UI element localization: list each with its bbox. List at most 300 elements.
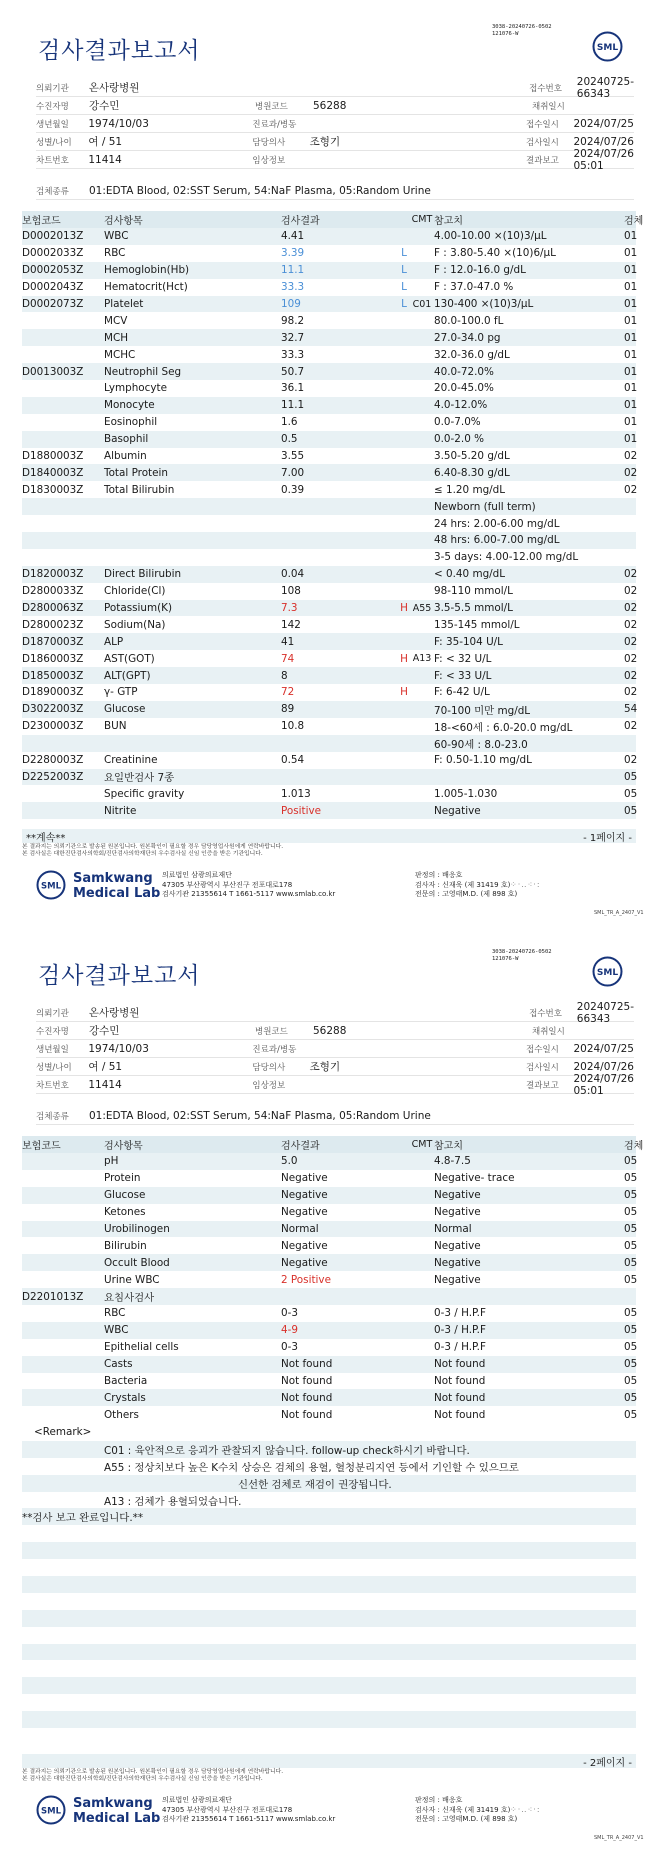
page-title: 검사결과보고서	[38, 38, 201, 64]
test-item: Neutrophil Seg	[104, 365, 182, 378]
report-id-code: 3038-20240726-0502 121076-W	[492, 949, 552, 962]
results-table	[22, 1136, 644, 1423]
page-footer: **계속** - 1페이지 -	[22, 829, 636, 843]
reference-range: 4.0-12.0%	[434, 399, 488, 412]
reference-range: 48 hrs: 6.00-7.00 mg/dL	[434, 534, 560, 547]
test-item: 요일반검사 7종	[104, 772, 175, 785]
test-result: 7.3	[281, 602, 298, 615]
page-number: - 2페이지 -	[583, 1757, 632, 1769]
test-result: 50.7	[281, 365, 305, 378]
signers: 판정의 : 배응호 검사자 : 신재욱 (제 31419 호) 전문의 : 고영태M.D. (제 898 호)	[415, 1796, 518, 1823]
remarks	[22, 1424, 636, 1745]
remark-line: A13 : 검체가 용혈되었습니다.	[104, 1495, 242, 1508]
test-item: WBC	[104, 1324, 129, 1337]
info-row: 의뢰기관 온사랑병원 접수번호 20240725-66343	[36, 1000, 635, 1025]
test-result: Negative	[281, 1172, 328, 1185]
table-row	[22, 1406, 636, 1423]
reference-range: 0.0-7.0%	[434, 416, 481, 429]
table-row	[22, 1389, 636, 1406]
test-item: Platelet	[104, 298, 144, 310]
specimen-code: 05	[624, 787, 638, 800]
reference-range: 135-145 mmol/L	[434, 618, 520, 631]
table-row	[22, 481, 636, 498]
test-item: AST(GOT)	[104, 652, 155, 665]
info-row: 차트번호 11414 임상정보 결과보고 2024/07/26 05:01	[36, 1072, 634, 1097]
test-result: 7.00	[281, 466, 305, 479]
test-result: 11.1	[281, 399, 305, 412]
test-item: Creatinine	[104, 754, 158, 767]
table-row	[22, 363, 636, 380]
specimen-code: 01	[624, 264, 638, 277]
test-result: 5.0	[281, 1155, 298, 1168]
specimen-code: 05	[624, 1408, 638, 1421]
specimen-code: 02	[624, 602, 638, 615]
specimen-code: 05	[624, 1324, 638, 1337]
test-item: Occult Blood	[104, 1256, 170, 1269]
table-row	[22, 431, 636, 448]
sml-logo-icon	[592, 31, 623, 62]
test-item: Hemoglobin(Hb)	[104, 264, 190, 277]
sex-age: 여 / 51	[88, 136, 123, 148]
insurance-code: D2800033Z	[22, 585, 84, 598]
test-result: 72	[281, 686, 295, 699]
insurance-code: D2280003Z	[22, 754, 84, 767]
result-flag: L	[401, 264, 407, 277]
table-row	[22, 1271, 636, 1288]
test-item: γ- GTP	[104, 686, 138, 699]
specimen-code: 01	[624, 365, 638, 378]
table-row	[22, 1237, 636, 1254]
reference-range: Negative	[434, 1273, 481, 1286]
test-result: 108	[281, 585, 301, 598]
table-row	[22, 650, 636, 667]
insurance-code: D1850003Z	[22, 669, 84, 682]
table-row	[22, 414, 636, 431]
specimen-code: 01	[624, 348, 638, 361]
test-item: Total Protein	[104, 466, 168, 479]
comment-code: A55	[412, 602, 432, 614]
test-item: Monocyte	[104, 399, 155, 412]
table-row	[22, 549, 636, 566]
table-row	[22, 633, 636, 650]
reference-range: 6.40-8.30 g/dL	[434, 466, 510, 479]
sml-logo-icon	[592, 956, 623, 987]
test-item: Albumin	[104, 450, 147, 463]
test-result: 3.55	[281, 450, 305, 463]
insurance-code: D1820003Z	[22, 568, 84, 581]
signers: 판정의 : 배응호 검사자 : 신재욱 (제 31419 호) 전문의 : 고영태M.D. (제 898 호)	[415, 871, 518, 898]
test-result: 33.3	[281, 348, 305, 361]
result-flag: L	[401, 247, 407, 260]
table-row	[22, 296, 636, 313]
test-result: Negative	[281, 1189, 328, 1202]
reference-range: 0-3 / H.P.F	[434, 1307, 486, 1320]
test-item: Potassium(K)	[104, 602, 173, 615]
test-item: Bacteria	[104, 1375, 148, 1388]
form-version: SML_TR_A_2407_V1	[594, 910, 644, 916]
table-row	[22, 228, 636, 245]
specimen-code: 54	[624, 703, 638, 716]
result-flag: H	[400, 602, 408, 615]
result-flag: H	[400, 686, 408, 699]
svg-text:SML: SML	[41, 881, 61, 892]
table-row	[22, 380, 636, 397]
test-result: 0-3	[281, 1341, 298, 1354]
specimen-code: 02	[624, 669, 638, 682]
test-result: 4.41	[281, 230, 305, 243]
table-header: 보험코드 검사항목 검사결과 CMT 참고치 검체	[22, 211, 636, 228]
table-row	[22, 752, 636, 769]
test-item: Chloride(Cl)	[104, 585, 166, 598]
reference-range: Normal	[434, 1223, 472, 1235]
specimen-code: 05	[624, 1341, 638, 1354]
remark-line: 신선한 검체로 재검이 권장됩니다.	[22, 1475, 636, 1492]
specimen-code: 05	[624, 1172, 638, 1185]
info-row: 생년월일 1974/10/03 진료과/병동 접수일시 2024/07/25	[36, 1040, 634, 1058]
table-row	[22, 1305, 636, 1322]
reference-range: Negative	[434, 804, 481, 817]
table-row	[22, 1204, 636, 1221]
test-result: 32.7	[281, 331, 305, 344]
specimen-code: 05	[624, 1375, 638, 1388]
remark-line: A55 : 정상치보다 높은 K수치 상승은 검체의 용혈, 혈청분리지연 등에서 기인할 수 있으므로	[104, 1461, 519, 1474]
brand-name: Samkwang Medical Lab	[73, 1796, 161, 1826]
reference-range: 24 hrs: 2.00-6.00 mg/dL	[434, 517, 560, 530]
info-row: 차트번호 11414 임상정보 결과보고 2024/07/26 05:01	[36, 147, 634, 172]
reference-range: 3-5 days: 4.00-12.00 mg/dL	[434, 551, 579, 564]
disclaimer: 본 결과지는 의뢰기관으로 발송된 원본입니다. 원본확인이 필요할 경우 담당영업사원에게 연락바랍니다. 본 검사실은 대한진단검사의학회/진단검사의학재단의 우수검사실 신임 인증을 받은 기관입니다.	[22, 1769, 284, 1782]
specimen-types: 검체종류 01:EDTA Blood, 02:SST Serum, 54:NaF Plasma, 05:Random Urine	[36, 1108, 634, 1125]
test-item: Casts	[104, 1358, 133, 1371]
test-item: RBC	[104, 1307, 126, 1320]
reference-range: Negative	[434, 1239, 481, 1252]
test-result: 3.39	[281, 247, 305, 260]
insurance-code: D2201013Z	[22, 1290, 84, 1303]
test-result: Negative	[281, 1239, 328, 1252]
reference-range: Not found	[434, 1358, 486, 1371]
test-item: Basophil	[104, 433, 149, 446]
remark-title: <Remark>	[34, 1426, 92, 1439]
reference-range: 0.0-2.0 %	[434, 433, 484, 446]
test-item: ALT(GPT)	[104, 669, 151, 682]
test-item: Urobilinogen	[104, 1223, 170, 1235]
test-result: Not found	[281, 1391, 333, 1404]
comment-code: A13	[412, 653, 432, 665]
table-row	[22, 1187, 636, 1204]
table-row	[22, 616, 636, 633]
insurance-code: D2800063Z	[22, 602, 84, 615]
specimen-code: 01	[624, 382, 638, 395]
reference-range: Not found	[434, 1375, 486, 1388]
test-result: 74	[281, 652, 295, 665]
table-row	[22, 245, 636, 262]
test-item: Bilirubin	[104, 1239, 147, 1252]
test-result: 36.1	[281, 382, 305, 395]
specimen-code: 02	[624, 466, 638, 479]
test-result: 89	[281, 703, 295, 716]
info-row: 성별/나이 여 / 51 담당의사 조형기 검사일시 2024/07/26	[36, 1058, 634, 1076]
test-result: 0.54	[281, 754, 305, 767]
test-item: Sodium(Na)	[104, 618, 166, 631]
insurance-code: D1840003Z	[22, 466, 84, 479]
specimen-code: 05	[624, 1155, 638, 1168]
insurance-code: D0002053Z	[22, 264, 84, 277]
table-row	[22, 515, 636, 532]
specimen-code: 05	[624, 804, 638, 817]
form-version: SML_TR_A_2407_V1	[594, 1835, 644, 1841]
comment-code: C01	[412, 298, 432, 310]
reference-range: Not found	[434, 1408, 486, 1421]
reference-range: F: 6-42 U/L	[434, 686, 490, 699]
test-result: 2 Positive	[281, 1273, 331, 1286]
reference-range: ≤ 1.20 mg/dL	[434, 483, 506, 496]
test-result: 10.8	[281, 720, 305, 733]
test-result: Normal	[281, 1223, 319, 1235]
reference-range: F : 37.0-47.0 %	[434, 281, 514, 294]
reference-range: F: 35-104 U/L	[434, 635, 503, 648]
insurance-code: D1870003Z	[22, 635, 84, 648]
reference-range: 0-3 / H.P.F	[434, 1324, 486, 1337]
specimen-code: 01	[624, 314, 638, 327]
reference-range: Negative	[434, 1206, 481, 1219]
info-row: 생년월일 1974/10/03 진료과/병동 접수일시 2024/07/25	[36, 115, 634, 133]
reference-range: F : 3.80-5.40 ×(10)6/μL	[434, 247, 556, 260]
info-row: 의뢰기관 온사랑병원 접수번호 20240725-66343	[36, 75, 635, 100]
specimen-code: 01	[624, 247, 638, 260]
reference-range: 3.50-5.20 g/dL	[434, 450, 510, 463]
table-row	[22, 735, 636, 752]
result-flag: L	[401, 298, 407, 310]
specimen-code: 02	[624, 720, 638, 733]
test-item: 요침사검사	[104, 1292, 155, 1305]
reference-range: 4.00-10.00 ×(10)3/μL	[434, 230, 547, 243]
table-row	[22, 1288, 636, 1305]
table-row	[22, 397, 636, 414]
table-row	[22, 583, 636, 600]
test-result: 0-3	[281, 1307, 298, 1320]
institution: 온사랑병원	[88, 82, 140, 94]
accession-number: 20240725-66343	[576, 75, 635, 100]
table-row	[22, 1170, 636, 1187]
test-item: Eosinophil	[104, 416, 158, 429]
test-item: Protein	[104, 1172, 141, 1185]
test-item: Total Bilirubin	[104, 483, 175, 496]
test-result: Not found	[281, 1408, 333, 1421]
insurance-code: D1890003Z	[22, 686, 84, 699]
table-row	[22, 1221, 636, 1238]
test-result: 1.6	[281, 416, 298, 429]
reference-range: 40.0-72.0%	[434, 365, 494, 378]
specimen-code: 02	[624, 568, 638, 581]
info-row: 수진자명 강수민 병원코드 56288 채취일시	[36, 1022, 634, 1040]
hospital-code: 56288	[313, 99, 347, 112]
remark-line: C01 : 육안적으로 응괴가 관찰되지 않습니다. follow-up check하시기 바랍니다.	[22, 1441, 636, 1458]
page-title: 검사결과보고서	[38, 963, 201, 989]
test-result: 11.1	[281, 264, 305, 277]
reference-range: 32.0-36.0 g/dL	[434, 348, 510, 361]
test-result: 41	[281, 635, 295, 648]
table-row	[22, 718, 636, 735]
info-row: 성별/나이 여 / 51 담당의사 조형기 검사일시 2024/07/26	[36, 133, 634, 151]
reference-range: 20.0-45.0%	[434, 382, 494, 395]
specimen-code: 02	[624, 618, 638, 631]
specimen-code: 05	[624, 1239, 638, 1252]
test-result: 0.04	[281, 568, 305, 581]
svg-text:SML: SML	[41, 1806, 61, 1817]
specimen-types: 검체종류 01:EDTA Blood, 02:SST Serum, 54:NaF Plasma, 05:Random Urine	[36, 183, 634, 200]
table-row	[22, 312, 636, 329]
test-date: 2024/07/26	[573, 135, 634, 148]
table-row	[22, 448, 636, 465]
test-item: WBC	[104, 230, 129, 243]
specimen-code: 01	[624, 433, 638, 446]
test-result: 109	[281, 298, 301, 310]
test-result: Not found	[281, 1375, 333, 1388]
test-item: MCHC	[104, 348, 136, 361]
specimen-code: 01	[624, 416, 638, 429]
table-row	[22, 1339, 636, 1356]
insurance-code: D0002073Z	[22, 298, 84, 310]
reference-range: 98-110 mmol/L	[434, 585, 513, 598]
table-row	[22, 1322, 636, 1339]
table-header: 보험코드 검사항목 검사결과 CMT 참고치 검체	[22, 1136, 636, 1153]
table-row	[22, 329, 636, 346]
reference-range: F: 0.50-1.10 mg/dL	[434, 754, 532, 767]
reference-range: 4.8-7.5	[434, 1155, 471, 1168]
specimen-code: 01	[624, 230, 638, 243]
test-item: Crystals	[104, 1391, 146, 1404]
patient-info	[36, 75, 635, 172]
specimen-code: 05	[624, 1206, 638, 1219]
reference-range: Negative- trace	[434, 1172, 515, 1185]
test-result: 0.5	[281, 433, 298, 446]
insurance-code: D0002043Z	[22, 281, 84, 294]
insurance-code: D3022003Z	[22, 703, 84, 716]
svg-text:SML: SML	[596, 43, 619, 53]
results-table	[22, 211, 644, 819]
test-result: Negative	[281, 1256, 328, 1269]
sml-logo-icon	[36, 870, 66, 900]
signature: ⁘·‥⁖·:	[510, 880, 541, 889]
test-result: 142	[281, 618, 301, 631]
test-item: Direct Bilirubin	[104, 568, 182, 581]
report-date: 2024/07/26 05:01	[573, 147, 634, 172]
specimen-code: 05	[624, 1189, 638, 1202]
test-item: MCH	[104, 331, 129, 344]
specimen-code: 02	[624, 686, 638, 699]
test-result: 8	[281, 669, 288, 682]
table-row	[22, 1356, 636, 1373]
test-item: ALP	[104, 635, 124, 648]
svg-text:SML: SML	[596, 968, 619, 978]
disclaimer: 본 결과지는 의뢰기관으로 발송된 원본입니다. 원본확인이 필요할 경우 담당영업사원에게 연락바랍니다. 본 검사실은 대한진단검사의학회/진단검사의학재단의 우수검사실 신임 인증을 받은 기관입니다.	[22, 844, 284, 857]
page-number: - 1페이지 -	[583, 832, 632, 844]
reference-range: Negative	[434, 1189, 481, 1202]
test-result: Negative	[281, 1206, 328, 1219]
insurance-code: D1860003Z	[22, 652, 84, 665]
test-item: Lymphocyte	[104, 382, 167, 395]
organization-info: 의료법인 삼광의료재단 47305 부산광역시 부산진구 전포대로178 검사기관 21355614 T 1661-5117 www.smlab.co.kr	[162, 871, 336, 898]
insurance-code: D1830003Z	[22, 483, 84, 496]
table-row	[22, 667, 636, 684]
specimen-code: 05	[624, 1223, 638, 1235]
reference-range: < 0.40 mg/dL	[434, 568, 506, 581]
table-row	[22, 701, 636, 718]
report-id-code: 3038-20240726-0502 121076-W	[492, 24, 552, 37]
test-item: Glucose	[104, 1189, 146, 1202]
specimen-code: 05	[624, 770, 638, 783]
patient-name: 강수민	[89, 100, 120, 112]
report-page-2	[0, 925, 655, 1850]
specimen-code: 05	[624, 1307, 638, 1320]
table-row	[22, 532, 636, 549]
test-result: Not found	[281, 1358, 333, 1371]
specimen-code: 01	[624, 399, 638, 412]
table-row	[22, 279, 636, 296]
test-item: Specific gravity	[104, 787, 185, 800]
table-row	[22, 785, 636, 802]
specimen-code: 05	[624, 1256, 638, 1269]
insurance-code: D2252003Z	[22, 770, 84, 783]
specimen-code: 05	[624, 1273, 638, 1286]
table-row	[22, 1373, 636, 1390]
table-row	[22, 1153, 636, 1170]
signature: ⁘·‥⁖·:	[510, 1805, 541, 1814]
test-result: 0.39	[281, 483, 305, 496]
specimen-code: 01	[624, 298, 638, 310]
reference-range: F: < 33 U/L	[434, 669, 492, 682]
test-result: 1.013	[281, 787, 311, 800]
info-row: 수진자명 강수민 병원코드 56288 채취일시	[36, 97, 634, 115]
reference-range: 18-<60세 : 6.0-20.0 mg/dL	[434, 721, 573, 734]
specimen-code: 02	[624, 483, 638, 496]
table-row	[22, 262, 636, 279]
test-item: Epithelial cells	[104, 1341, 179, 1354]
reference-range: 130-400 ×(10)3/μL	[434, 298, 534, 310]
specimen-code: 02	[624, 450, 638, 463]
table-row	[22, 769, 636, 786]
insurance-code: D0002013Z	[22, 230, 84, 243]
result-flag: H	[400, 652, 408, 665]
specimen-code: 05	[624, 1391, 638, 1404]
reference-range: Newborn (full term)	[434, 500, 536, 513]
reference-range: 60-90세 : 8.0-23.0	[434, 738, 528, 751]
test-item: Glucose	[104, 703, 146, 716]
reference-range: 3.5-5.5 mmol/L	[434, 602, 513, 615]
insurance-code: D0002033Z	[22, 247, 84, 260]
specimen-code: 01	[624, 331, 638, 344]
result-flag: L	[401, 281, 407, 294]
table-row	[22, 1254, 636, 1271]
table-row	[22, 600, 636, 617]
reference-range: F: < 32 U/L	[434, 652, 492, 665]
received-date: 2024/07/25	[573, 117, 634, 130]
reference-range: 0-3 / H.P.F	[434, 1341, 486, 1354]
insurance-code: D1880003Z	[22, 450, 84, 463]
test-result: 33.3	[281, 281, 305, 294]
reference-range: F : 12.0-16.0 g/dL	[434, 264, 526, 277]
organization-info: 의료법인 삼광의료재단 47305 부산광역시 부산진구 전포대로178 검사기관 21355614 T 1661-5117 www.smlab.co.kr	[162, 1796, 336, 1823]
test-result: 98.2	[281, 314, 305, 327]
doctor: 조형기	[309, 136, 341, 148]
specimen-code: 01	[624, 281, 638, 294]
test-item: BUN	[104, 720, 127, 733]
reference-range: 1.005-1.030	[434, 787, 498, 800]
insurance-code: D0013003Z	[22, 365, 84, 378]
specimen-code: 02	[624, 652, 638, 665]
report-end: **검사 보고 완료입니다.**	[22, 1508, 636, 1525]
test-result: 4-9	[281, 1324, 298, 1337]
